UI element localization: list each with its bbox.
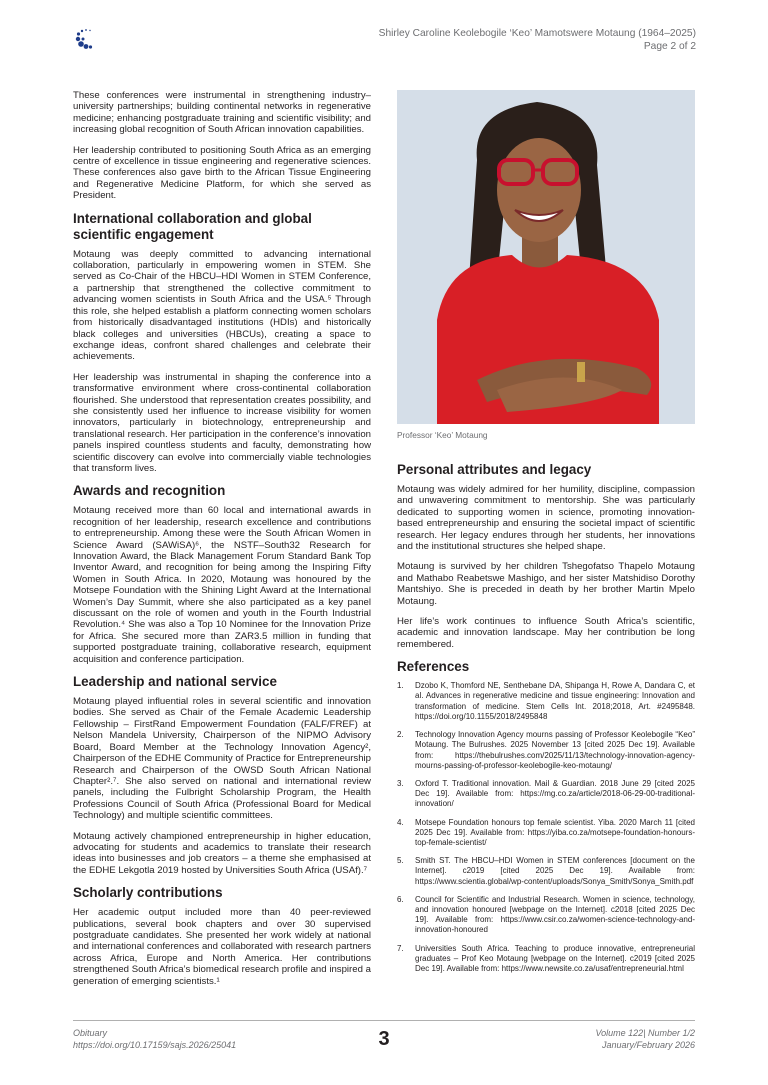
doi-link[interactable]: https://doi.org/10.17159/sajs.2026/25041 — [73, 1040, 237, 1050]
page-info: Page 2 of 2 — [643, 41, 696, 52]
footer-divider — [73, 1020, 695, 1021]
reference-number: 3. — [397, 778, 404, 788]
paragraph: Motaung was widely admired for her humility, discipline, compassion and unwavering commitment to mentorship. She was particularly dedicated to supporting women in science, promoting innovation-based entrepreneurship and ensuring the societal impact of scientific research. Her legacy endures through her students, her innovations and the institutional structures she helped shape. — [397, 484, 695, 553]
section-heading-scholarly: Scholarly contributions — [73, 885, 223, 901]
left-column — [73, 90, 371, 996]
reference-number: 1. — [397, 681, 404, 691]
reference-text: Technology Innovation Agency mourns passing of Professor Keolebogile “Keo” Motaung. The Bulrushes. 2025 November 13 [cited 2025 Dec 19]. Available from: https://thebulrushes.com/2025/11/13/technology-innovation-agency-mourns-passing-of-professor-keolebogile-keo-motaung/ — [415, 730, 695, 770]
paragraph: Motaung was deeply committed to advancing international collaboration, particularly in empowering women in STEM. She served as Co-Chair of the HBCU–HDI Women in STEM Conference, a partnership that strengthened the collective commitment to advancing women scientists in South Africa and the USA.⁵ Through this role, she helped establish a platform connecting women scholars from historically disadvantaged institutions (HDIs) and historically black colleges and universities (HBCUs), creating a space to exchange ideas, confront shared challenges and celebrate their achievements. — [73, 248, 371, 363]
journal-logo — [72, 27, 98, 53]
reference-text: Smith ST. The HBCU–HDI Women in STEM conferences [document on the Internet]. c2019 [cited 2025 Dec 19]. Available from: https://www.scientia.global/wp-content/uploads/Sonya_Smith/Sonya_Smith.pdf — [415, 856, 695, 886]
paragraph: Motaung is survived by her children Tshegofatso Thapelo Motaung and Mathabo Reabetswe Mashigo, and her sister Matshidiso Dorothy Mantshiyo. She is preceded in death by her brother Martin Mpelo Motaung. — [397, 561, 695, 607]
portrait-photo — [397, 90, 695, 424]
paragraph: Her leadership contributed to positioning South Africa as an emerging centre of excellence in tissue engineering and regenerative sciences. These conferences also gave birth to the African Tissue Engineering and Regenerative Medicine Platform, for which she served as President. — [73, 144, 371, 202]
reference-number: 4. — [397, 817, 404, 827]
reference-item — [397, 818, 695, 849]
paragraph: Motaung received more than 60 local and international awards in recognition of her leadership, research excellence and contributions to entrepreneurship. Among these were the South African Women in Science Award (SAWiSA)⁶, the NSTF–South32 Research for Innovation Award, the Black Management Forum Standard Bank Top Inventor Award, and recognition for being among the Inspiring Fifty Women in South Africa. In 2020, Motaung was honoured by the Motsepe Foundation with the Shining Light Award at the International Women’s Day Summit, where she also participated as a key panel discussant on the role of women and youth in the Fourth Industrial Revolution.⁴ She was also a Top 10 Nominee for the Innovation Prize for Africa. She secured more than ZAR3.5 million in funding that supported postgraduate training, collaborative research, equipment acquisition and conference participation. — [73, 505, 371, 665]
reference-item — [397, 730, 695, 771]
footer-left — [73, 1027, 236, 1051]
reference-item — [397, 779, 695, 810]
section-heading-personal: Personal attributes and legacy — [397, 462, 592, 477]
reference-number: 7. — [397, 943, 404, 953]
paragraph: Motaung played influential roles in several scientific and innovation bodies. She served as Chair of the Female Academic Leadership Fellowship – FirstRand Empowerment Foundation (FALF/FREF) at Nelson Mandela University, Chairperson of the NIPMO Advisory Board, Board Member at the Technology Innovation Agency², Chairperson of the EDHE Community of Practice for Entrepreneurship Research and Chairperson of the OWSD South African National Chapter².⁷. She also served on national and international review panels, including the Fulbright Scholarship Program, the Health Professions Council of South Africa (Professional Board for Medical Technology) and multiple scientific committees. — [73, 696, 371, 822]
reference-text: Council for Scientific and Industrial Research. Women in science, technology, and innovation honoured [webpage on the Internet]. c2018 [cited 2025 Dec 19]. Available from: https://www.csir.co.za/women-science-technology-and-innovation-honoured — [415, 894, 695, 935]
section-heading-leadership: Leadership and national service — [73, 674, 277, 690]
volume-info: Volume 122| Number 1/2 — [595, 1028, 695, 1038]
paragraph: Motaung actively championed entrepreneurship in higher education, advocating for students and academics to translate their research ideas into businesses and job creators – a theme she emphasised at the EDHE Lekgotla 2019 hosted by Universities South Africa (USAf).⁷ — [73, 830, 371, 876]
reference-item — [397, 895, 695, 936]
reference-text: Motsepe Foundation honours top female scientist. Yiba. 2020 March 11 [cited 2025 Dec 19]. Available from: https://yiba.co.za/motsepe-foundation-honours-top-female-scientist/ — [415, 817, 695, 847]
paragraph: Her academic output included more than 40 peer-reviewed publications, several book chapters and over 30 supervised postgraduate candidates. She presented her work widely at national and international conferences and collaborated with research partners across Africa, Europe and North America. Her contributions strengthened South Africa’s biomedical research profile and inspired a generation of emerging scientists.¹ — [73, 907, 371, 987]
photo-caption: Professor ‘Keo’ Motaung — [397, 430, 488, 440]
reference-text: Dzobo K, Thomford NE, Senthebane DA, Shipanga H, Rowe A, Dandara C, et al. Advances in regenerative medicine and tissue engineering: Innovation and transformation of medicine. Stem Cells Int. 2018;2018, Art. #2495848. https://doi.org/10.1155/2018/2495848 — [415, 681, 695, 721]
reference-number: 2. — [397, 730, 404, 740]
reference-item — [397, 856, 695, 887]
reference-text: Oxford T. Traditional innovation. Mail & Guardian. 2018 June 29 [cited 2025 Dec 19]. Available from: https://mg.co.za/article/2018-06-29-00-traditional-innovation/ — [415, 778, 695, 809]
paragraph: Her life’s work continues to influence South Africa’s scientific, academic and innovation landscape. May her contribution be long remembered. — [397, 616, 695, 650]
footer-right — [595, 1027, 695, 1051]
paragraph: Her leadership was instrumental in shaping the conference into a transformative environment where cross-continental collaboration flourished. She understood that representation creates possibility, and she consistently used her influence to increase visibility for women innovators, particularly in biotechnology, entrepreneurship and translational research. Her participation in the conference’s innovation panels inspired countless students and faculty, demonstrating how scientific discovery can evolve into commercially viable technologies that transform lives. — [73, 371, 371, 474]
right-column — [397, 90, 695, 982]
issue-date: January/February 2026 — [601, 1040, 695, 1050]
reference-item — [397, 944, 695, 975]
paragraph: These conferences were instrumental in strengthening industry–university partnerships; building continental networks in regenerative medicine; enhancing postgraduate training and scientific visibility; and increasing global recognition of South African innovation capabilities. — [73, 90, 371, 136]
running-header — [379, 27, 696, 53]
reference-item — [397, 681, 695, 722]
reference-number: 6. — [397, 894, 404, 904]
page-number: 3 — [378, 1028, 390, 1050]
section-heading-awards: Awards and recognition — [73, 483, 226, 499]
section-heading-references: References — [397, 659, 470, 675]
section-label: Obituary — [73, 1028, 108, 1038]
article-title: Shirley Caroline Keolebogile ‘Keo’ Mamotswere Motaung (1964–2025) — [378, 28, 696, 39]
reference-number: 5. — [397, 856, 404, 866]
section-heading-international: International collaboration and global scientific engagement — [73, 210, 312, 242]
reference-text: Universities South Africa. Teaching to produce innovative, entrepreneurial graduates – Prof Keo Motaung [webpage on the Internet]. c2019 [cited 2025 Dec 19]. Available from: https://www.newsite.co.za/usaf/entrepreneurial.html — [415, 943, 695, 973]
reference-list — [397, 681, 695, 974]
